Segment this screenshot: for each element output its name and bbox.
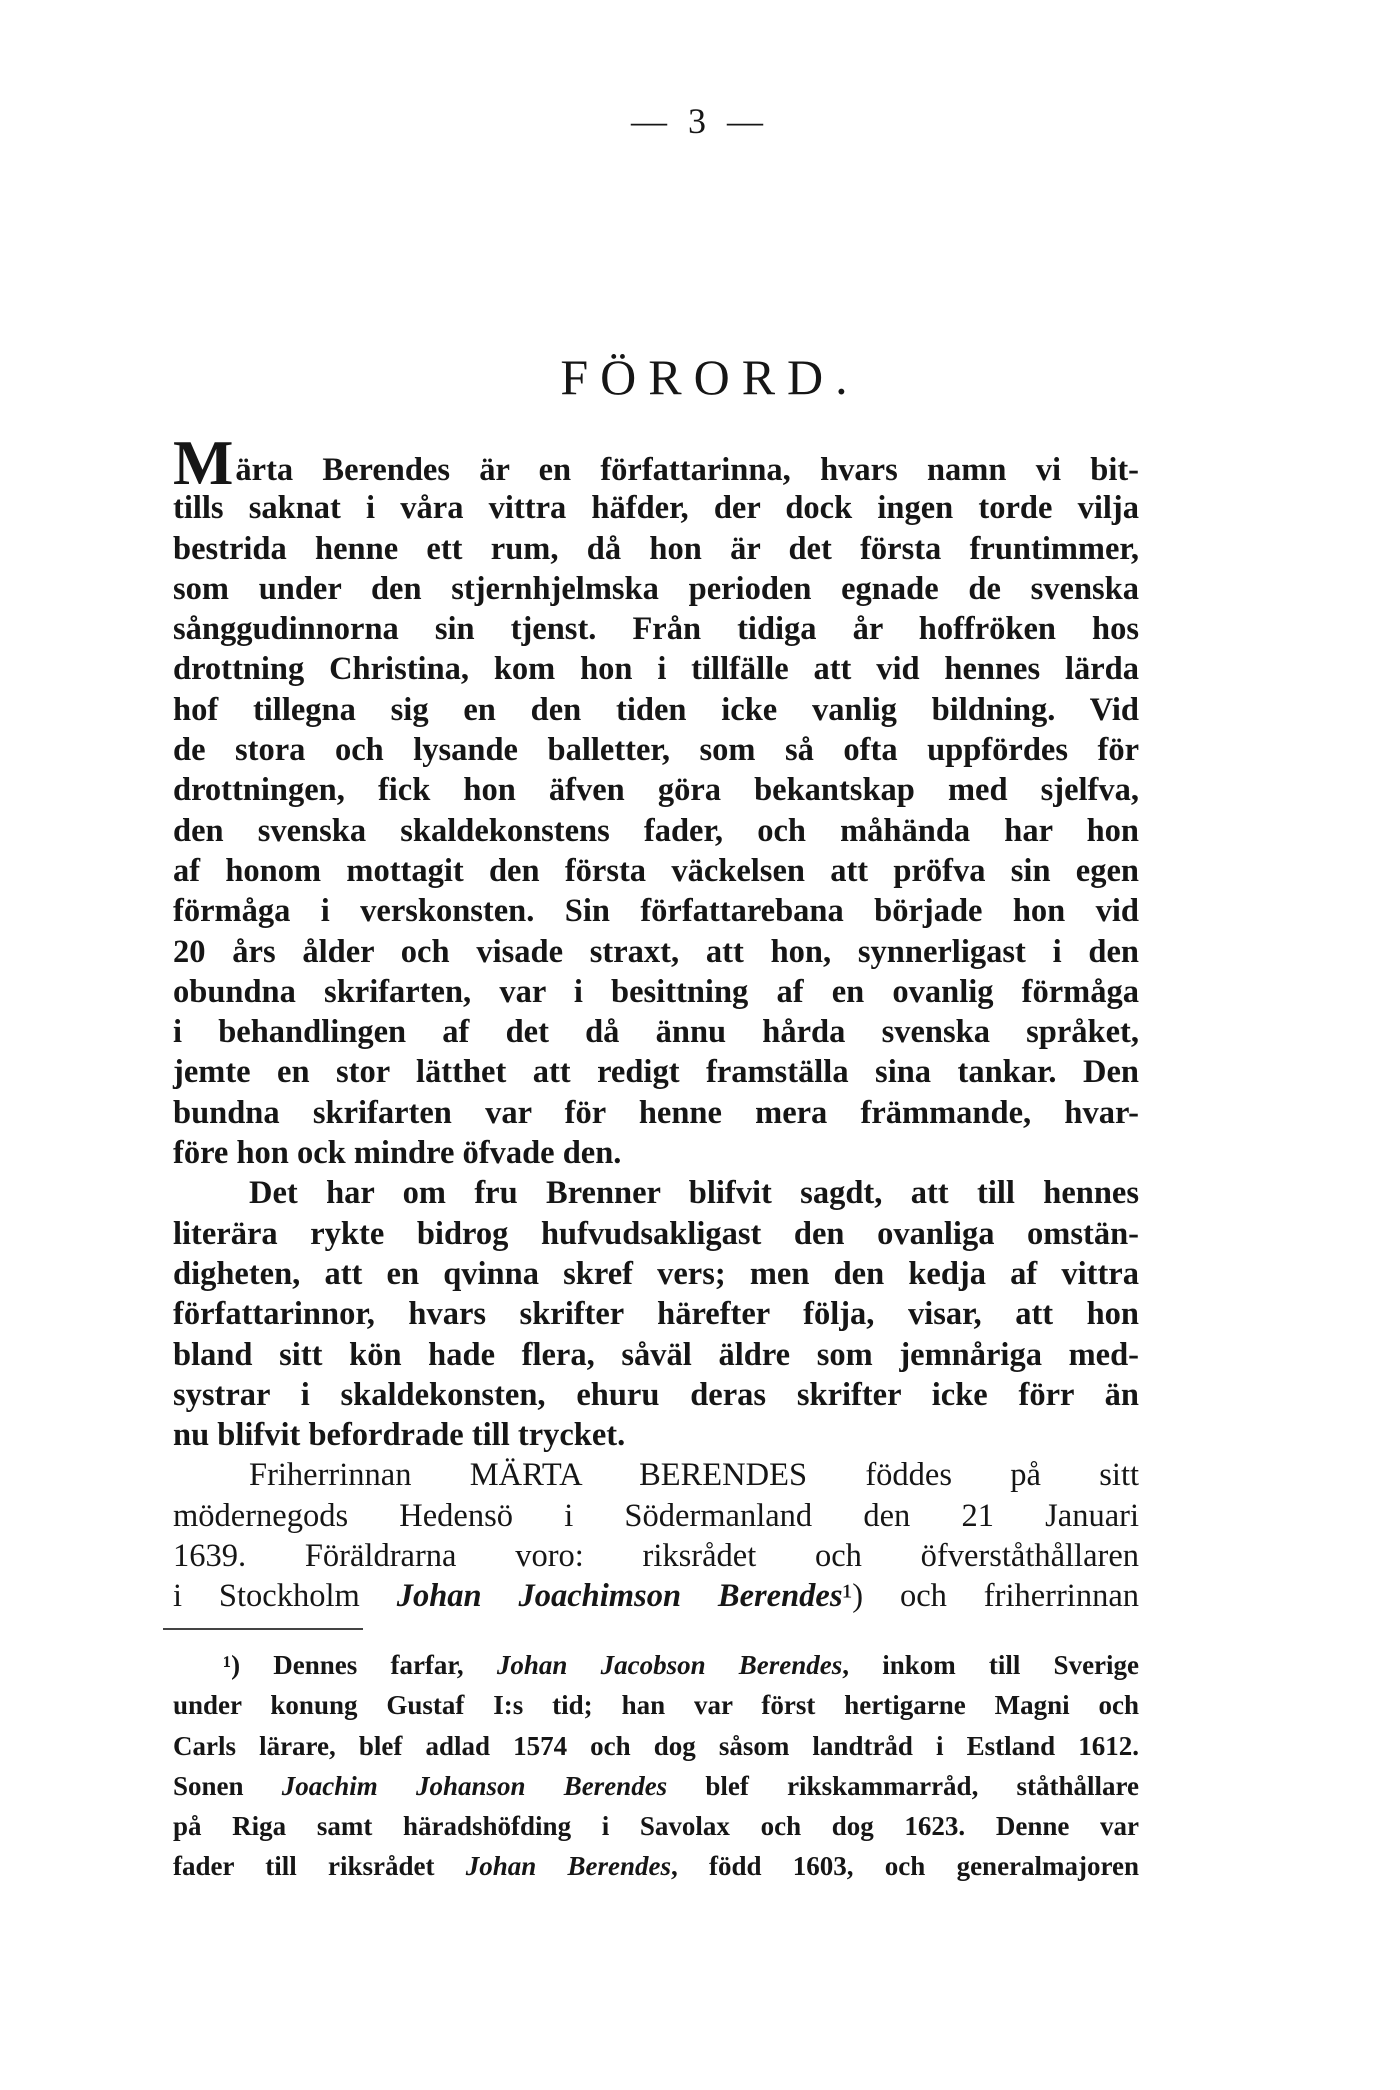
footnote-text: Sonen [173,1770,244,1801]
body-line-text: af honom mottagit den första väckelsen att pröfva sin egen [173,852,1139,889]
body-line [173,932,1139,972]
body-line-text: nu blifvit befordrade till trycket. [173,1417,626,1454]
body-line-text: drottningen, fick hon äfven göra bekantskap med sjelfva, [173,772,1139,809]
body-line-text: 20 års ålder och visade straxt, att hon, synnerligast i den [173,933,1139,970]
body-line [173,529,1139,569]
footnote-name: Joachim Johanson Berendes [281,1770,668,1801]
footnote-divider [163,1628,363,1630]
footnote-line: under konung Gustaf I:s tid; han var först hertigarne Magni och [173,1690,1139,1721]
footnote-line [173,1771,1139,1811]
body-line-text: jemte en stor lätthet att redigt framställa sina tankar. Den [173,1054,1139,1091]
body-line [173,851,1139,891]
body-line-text: författarinnor, hvars skrifter härefter följa, visar, att hon [173,1296,1139,1333]
footnote-name: Johan Jacobson Berendes [496,1650,843,1680]
footnote-text: Dennes farfar, [273,1650,464,1680]
body-line-text: tills saknat i våra vittra häfder, der dock ingen torde vilja [173,490,1139,527]
body-line-text: literära rykte bidrog hufvudsakligast den ovanliga omstän- [173,1215,1139,1252]
body-line [173,891,1139,931]
footnote-text: , född 1603, och generalmajoren [671,1851,1140,1882]
footnote-text: fader till riksrådet [173,1851,435,1882]
footnote-marker: ¹) [223,1650,241,1680]
footnote-line [173,1851,1139,1891]
body-line [173,1335,1139,1375]
body-line-text: före hon ock mindre öfvade den. [173,1135,622,1172]
body-line-text: bestrida henne ett rum, då hon är det första fruntimmer, [173,530,1139,567]
body-line [173,770,1139,810]
body-line-text: som under den stjernhjelmska perioden egnade de svenska [173,570,1139,607]
body-line-text: i Stockholm [173,1578,360,1615]
body-line [173,488,1139,528]
body-line [173,1375,1139,1415]
footnotes [173,1650,1139,1892]
body-line [173,609,1139,649]
body-line-text: i behandlingen af det då ännu hårda svenska språket, [173,1014,1139,1051]
body-line [173,1415,1139,1455]
body-line [173,1052,1139,1092]
body-line [173,1254,1139,1294]
body-line-text: föddes på sitt [865,1457,1140,1494]
body-line [173,1173,1139,1213]
body-line-text: Det har om fru Brenner blifvit sagdt, att till hennes [249,1175,1139,1212]
body-line-text: 1639. Föräldrarna voro: riksrådet och öfverståthållaren [173,1538,1139,1575]
drop-cap: M [173,427,234,498]
footnote-text: blef rikskammarråd, ståthållare [705,1770,1139,1801]
body-line-text: hof tillegna sig en den tiden icke vanlig bildning. Vid [173,691,1139,728]
footnote-line [173,1650,1139,1690]
page-number: — 3 — [631,101,769,141]
body-line [173,1133,1139,1173]
footnote-line: Carls lärare, blef adlad 1574 och dog såsom landtråd i Estland 1612. [173,1730,1139,1761]
body-line [173,1012,1139,1052]
footnote-name: Johan Berendes [465,1851,672,1882]
body-line-text: mödernegods Hedensö i Södermanland den 21 Januari [173,1497,1139,1534]
body-line [173,690,1139,730]
name-italic: Johan Joachimson Berendes [396,1578,843,1615]
body-line [173,1576,1139,1616]
footnote-line: på Riga samt häradshöfding i Savolax och dog 1623. Denne var [173,1811,1139,1842]
body-line-text: förmåga i verskonsten. Sin författarebana började hon vid [173,893,1139,930]
footnote-text: , inkom till Sverige [842,1650,1140,1680]
body-line [173,1496,1139,1536]
body-line-text: digheten, att en qvinna skref vers; men den kedja af vittra [173,1255,1139,1292]
body-line [173,1455,1139,1495]
body-line-text: drottning Christina, kom hon i tillfälle att vid hennes lärda [173,651,1139,688]
body-line-text: Friherrinnan [249,1457,412,1494]
body-line [173,972,1139,1012]
body-line-text: systrar i skaldekonsten, ehuru deras skrifter icke förr än [173,1376,1139,1413]
body-line-text: den svenska skaldekonstens fader, och måhända har hon [173,812,1139,849]
body-line-text: bland sitt kön hade flera, såväl äldre som jemnåriga med- [173,1336,1139,1373]
body-line [173,811,1139,851]
body-line [173,730,1139,770]
body-text [173,427,1140,1617]
body-line [173,427,1139,498]
body-line-text: obundna skrifarten, var i besittning af en ovanlig förmåga [173,973,1139,1010]
body-line [173,1294,1139,1334]
body-line-text: ärta Berendes är en författarinna, hvars namn vi bit- [235,452,1139,488]
body-line [173,569,1139,609]
body-line-text: sånggudinnorna sin tjenst. Från tidiga år hoffröken hos [173,611,1139,648]
body-line [173,649,1139,689]
body-line-text: bundna skrifarten var för henne mera främmande, hvar- [173,1094,1139,1131]
body-line [173,1214,1139,1254]
name-caps: MÄRTA BERENDES [469,1457,808,1494]
body-line-text: de stora och lysande balletter, som så ofta uppfördes för [173,732,1139,769]
page-title: FÖRORD. [560,349,860,405]
body-line [173,1093,1139,1133]
body-line [173,1536,1139,1576]
body-line-text: ¹) och friherrinnan [842,1578,1139,1615]
